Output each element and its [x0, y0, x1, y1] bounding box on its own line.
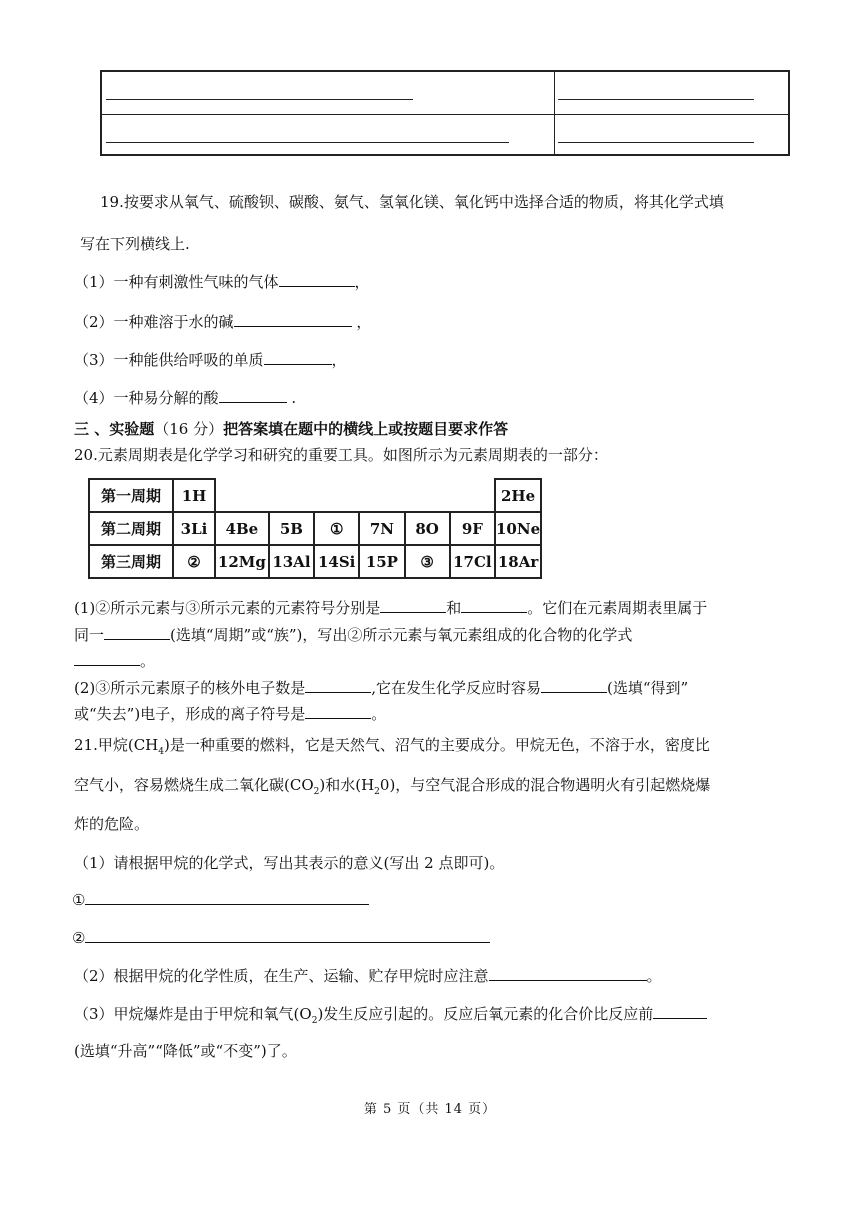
q21-part3-line2: (选填“升高”“降低”或“不变”)了。 [74, 1042, 297, 1060]
table-cell: 13Al [269, 545, 314, 578]
table-cell: ③ [405, 545, 450, 578]
section-prefix: 三 、实验题 [74, 420, 155, 438]
table-cell: 4Be [215, 512, 269, 545]
table-cell: 18Ar [495, 545, 541, 578]
q21-line3: 炸的危险。 [74, 815, 150, 833]
table-cell: 第二周期 [89, 512, 173, 545]
answer-blank [558, 142, 754, 143]
q19-item1-text: （1）一种有刺激性气味的气体 [74, 273, 279, 291]
table-cell: 1H [173, 479, 215, 512]
text: )是一种重要的燃料，它是天然气、沼气的主要成分。甲烷无色，不溶于水，密度比 [164, 736, 710, 754]
text: （2）根据甲烷的化学性质，在生产、运输、贮存甲烷时应注意 [74, 967, 489, 985]
table-cell-empty [215, 479, 495, 512]
answer-blank [461, 596, 527, 613]
q20-part2-line1 [74, 676, 688, 699]
subscript: 2 [374, 787, 380, 797]
q21-line2 [74, 774, 710, 803]
q21-line1 [74, 734, 710, 763]
table-cell: 12Mg [215, 545, 269, 578]
section-heading [74, 418, 508, 440]
answer-blank [541, 676, 607, 693]
table-cell: 7N [359, 512, 404, 545]
circled-number: ① [72, 891, 86, 909]
answer-blank [85, 888, 369, 905]
q19-item2 [74, 310, 371, 333]
text: 。 [140, 652, 156, 670]
q20-part1-line1 [74, 596, 707, 619]
text: 和 [446, 599, 462, 617]
q21-part2 [74, 964, 662, 987]
q19-stem-line1: 19.按要求从氧气、硫酸钡、碳酸、氨气、氢氧化镁、氧化钙中选择合适的物质，将其化学式填 [100, 193, 724, 211]
answer-blank [74, 649, 140, 666]
subscript: 4 [158, 747, 164, 757]
answer-blank [305, 676, 371, 693]
table-cell: 17Cl [450, 545, 495, 578]
punct: ， [354, 273, 370, 291]
table-cell: 第一周期 [89, 479, 173, 512]
periodic-table [88, 478, 542, 579]
answer-blank [279, 270, 355, 287]
q19-item1 [74, 270, 370, 293]
q21-answer1 [72, 888, 369, 911]
table-row-divider [102, 114, 788, 115]
table-cell: 2He [495, 479, 541, 512]
answer-blank [558, 99, 754, 100]
answer-blank [104, 623, 170, 640]
q19-item3 [74, 348, 347, 371]
table-cell: ② [173, 545, 215, 578]
text: 0)，与空气混合形成的混合物遇明火有引起燃烧爆 [379, 776, 711, 794]
answer-table [100, 70, 790, 156]
section-instruction: 把答案填在题中的横线上或按题目要求作答 [223, 420, 509, 438]
answer-blank [85, 926, 490, 943]
table-cell: ① [314, 512, 359, 545]
answer-blank [380, 596, 446, 613]
table-row [89, 545, 541, 578]
punct: ， [331, 351, 347, 369]
table-row [89, 479, 541, 512]
text: )发生反应引起的。反应后氧元素的化合价比反应前 [317, 1005, 654, 1023]
text: (2)③所示元素原子的核外电子数是 [74, 679, 306, 697]
q20-part1-line2 [74, 623, 632, 646]
text: ,它在发生化学反应时容易 [371, 679, 542, 697]
q19-item4 [74, 386, 296, 409]
punct: ， [351, 313, 372, 331]
answer-blank [305, 702, 371, 719]
table-cell: 3Li [173, 512, 215, 545]
text: 或“失去”)电子，形成的离子符号是 [74, 705, 306, 723]
table-cell: 9F [450, 512, 495, 545]
q19-stem-line2: 写在下列横线上. [80, 235, 190, 253]
answer-blank [653, 1002, 707, 1019]
text: 。 [646, 967, 662, 985]
text: 同一 [74, 626, 105, 644]
answer-blank [106, 142, 509, 143]
table-cell: 15P [359, 545, 404, 578]
q19-item4-text: （4）一种易分解的酸 [74, 389, 219, 407]
subscript: 2 [313, 787, 320, 797]
text: (选填“得到” [607, 679, 689, 697]
table-cell: 10Ne [495, 512, 541, 545]
punct: . [286, 389, 297, 407]
circled-number: ② [72, 929, 86, 947]
q20-stem: 20.元素周期表是化学学习和研究的重要工具。如图所示为元素周期表的一部分： [74, 446, 608, 464]
text: 。 [371, 705, 387, 723]
text: (选填“周期”或“族”)，写出②所示元素与氧元素组成的化合物的化学式 [170, 626, 633, 644]
table-cell: 14Si [314, 545, 359, 578]
table-column-divider [554, 72, 555, 154]
answer-blank [106, 99, 413, 100]
text: 。它们在元素周期表里属于 [527, 599, 708, 617]
answer-blank [219, 386, 287, 403]
text: 21.甲烷(CH [74, 736, 159, 754]
subscript: 2 [311, 1016, 318, 1026]
q21-part3-line1 [74, 1002, 707, 1032]
table-cell: 8O [405, 512, 450, 545]
q20-part2-line2 [74, 702, 386, 725]
text: (1)②所示元素与③所示元素的元素符号分别是 [74, 599, 381, 617]
text: （3）甲烷爆炸是由于甲烷和氧气(O [74, 1005, 312, 1023]
q19-item3-text: （3）一种能供给呼吸的单质 [74, 351, 264, 369]
table-cell: 5B [269, 512, 314, 545]
answer-blank [234, 310, 352, 327]
table-cell: 第三周期 [89, 545, 173, 578]
q20-part1-line3 [74, 649, 155, 672]
section-score: （16 分） [154, 420, 224, 438]
text: )和水(H [319, 776, 375, 794]
q19-item2-text: （2）一种难溶于水的碱 [74, 313, 234, 331]
text: 空气小，容易燃烧生成二氧化碳(CO [74, 776, 314, 794]
table-row [89, 512, 541, 545]
q21-answer2 [72, 926, 490, 949]
q21-part1: （1）请根据甲烷的化学式，写出其表示的意义(写出 2 点即可)。 [74, 854, 505, 872]
answer-blank [489, 964, 647, 981]
page-footer: 第 5 页（共 14 页） [363, 1102, 497, 1117]
answer-blank [264, 348, 332, 365]
